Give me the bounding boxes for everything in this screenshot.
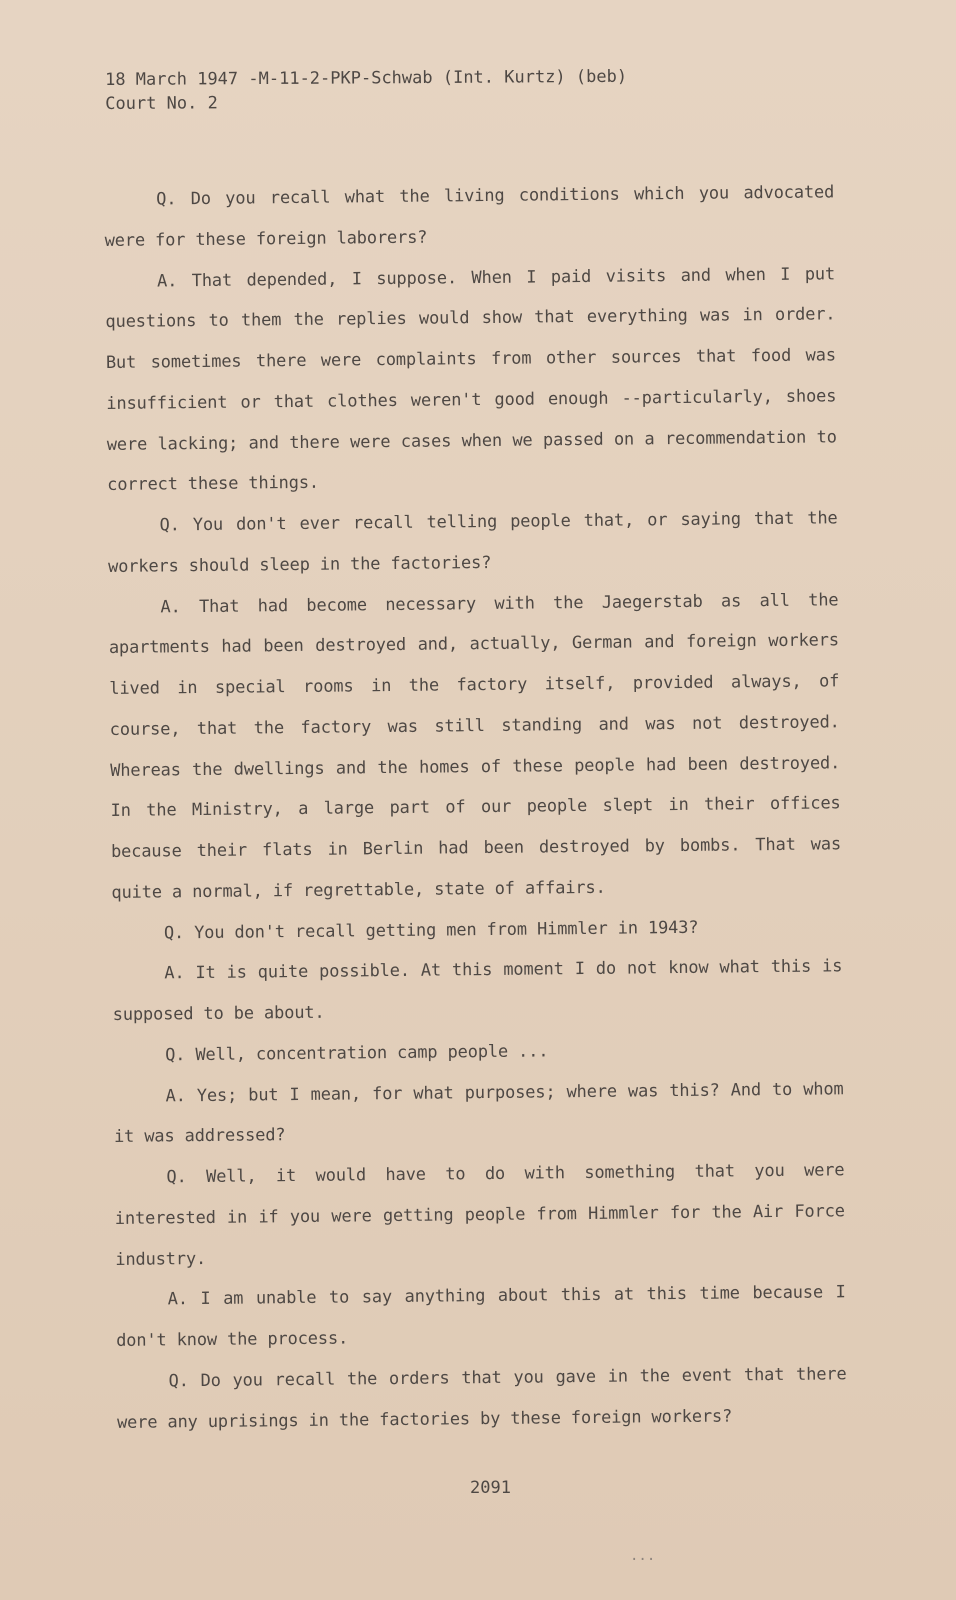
transcript-answer: A. I am unable to say anything about this at this time because I don't know the process. [116, 1282, 846, 1351]
transcript-question: Q. Well, concentration camp people ... [165, 1041, 549, 1066]
header-reference-line: 18 March 1947 -M-11-2-PKP-Schwab (Int. Kurtz) (beb) [105, 66, 628, 90]
transcript-question: Q. Do you recall the orders that you gave in the event that there were any uprisings in the factories by these foreign workers? [116, 1364, 847, 1433]
continuation-mark: ... [630, 1548, 656, 1564]
transcript-question: Q. You don't recall getting men from Himmler in 1943? [163, 917, 699, 943]
transcript-answer: A. That depended, I suppose. When I paid visits and when I put questions to them the replies would show that everything was in order. But sometimes there were complaints from other sources that food was insufficient or that clothes weren't good enough --particularly, shoes were lacking; and there were cases when we passed on a recommendation to correct these things. [105, 263, 837, 496]
document-header [105, 64, 725, 116]
transcript-question: Q. Well, it would have to do with something that you were interested in if you were getting people from Himmler for the Air Force industry. [114, 1160, 845, 1270]
transcript-answer: A. That had become necessary with the Jaegerstab as all the apartments had been destroyed and, actually, German and foreign workers lived in special rooms in the factory itself, provided always, of course, that the factory was still standing and was not destroyed. Whereas the dwellings and the homes of these people had been destroyed. In the Ministry, a large part of our people slept in their offices because their flats in Berlin had been destroyed by bombs. That was quite a normal, if regrettable, state of affairs. [108, 589, 842, 903]
transcript-answer: A. Yes; but I mean, for what purposes; where was this? And to whom it was addressed? [113, 1078, 844, 1148]
header-court-line: Court No. 2 [105, 93, 218, 114]
transcript-question: Q. Do you recall what the living conditions which you advocated were for these foreign laborers? [104, 182, 835, 251]
transcript-question: Q. You don't ever recall telling people that, or saying that the workers should sleep in the factories? [107, 508, 838, 577]
transcript-answer: A. It is quite possible. At this moment I do not know what this is supposed to be about. [112, 956, 843, 1025]
page-number: 2091 [470, 1478, 511, 1498]
transcript-body [104, 172, 847, 1443]
